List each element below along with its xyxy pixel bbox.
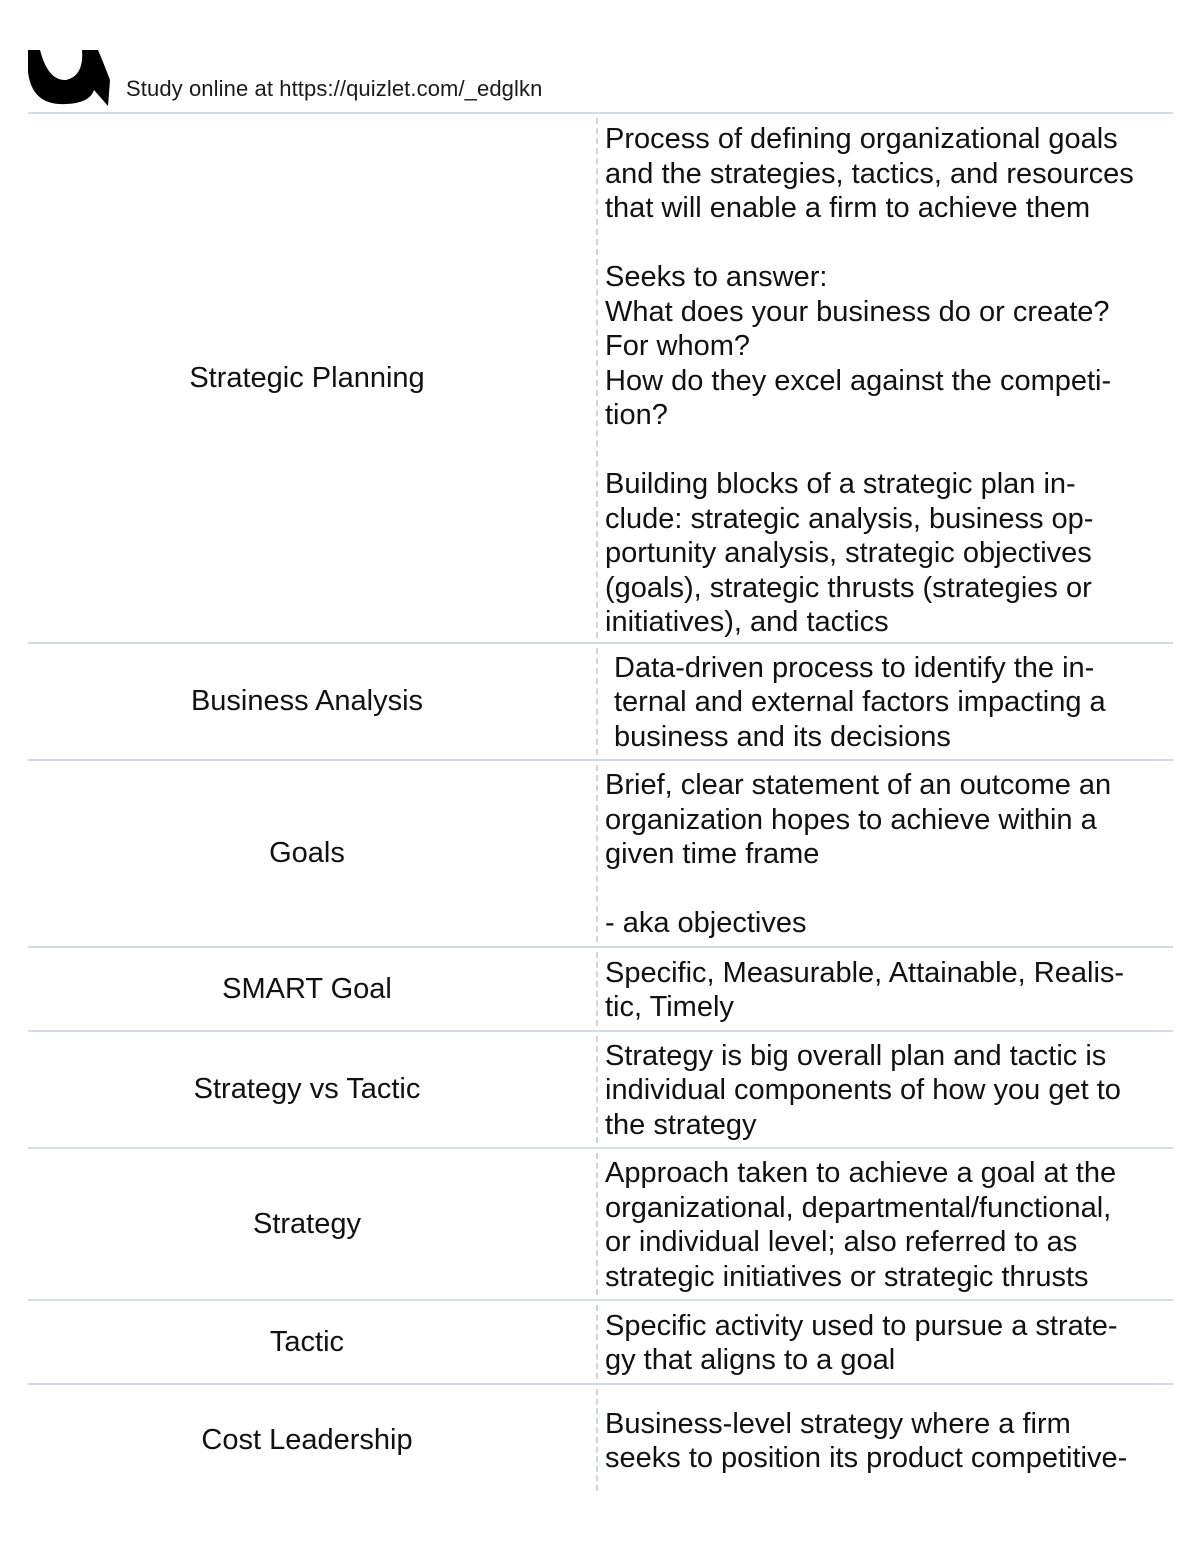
card-definition (596, 952, 1173, 1026)
card-term: Strategy (253, 1207, 361, 1240)
quizlet-logo-shape (28, 50, 110, 106)
card-definition-text: Strategy is big overall plan and tactic is individual components of how you get to the strategy (605, 1039, 1121, 1141)
card-definition (596, 1153, 1173, 1295)
card-term: Strategy vs Tactic (193, 1073, 421, 1105)
flashcard-list (28, 114, 1173, 1495)
card-term: Business Analysis (190, 685, 424, 717)
flashcard-row (28, 1032, 1173, 1149)
card-definition (596, 1305, 1173, 1379)
card-definition-text: Specific activity used to pursue a strate- gy that aligns to a goal (605, 1309, 1118, 1376)
card-definition-text: Data-driven process to identify the in- ternal and external factors impacting a business and its decisions (614, 651, 1106, 753)
card-definition (596, 118, 1173, 638)
card-term: Strategic Planning (189, 361, 425, 394)
flashcard-row (28, 1149, 1173, 1301)
flashcard-row (28, 1301, 1173, 1385)
flashcard-row (28, 948, 1173, 1032)
quizlet-logo-icon (28, 50, 110, 106)
flashcard-row (28, 761, 1173, 948)
card-definition (596, 765, 1173, 942)
flashcard-row (28, 114, 1173, 644)
card-definition-text: Brief, clear statement of an outcome an organization hopes to achieve within a given time frame - aka objectives (605, 769, 1112, 940)
study-online-link-text[interactable]: Study online at https://quizlet.com/_edglkn (126, 76, 543, 101)
flashcard-row (28, 644, 1173, 761)
card-term: Goals (269, 837, 345, 869)
card-definition-text: Specific, Measurable, Attainable, Realis- tic, Timely (605, 956, 1125, 1023)
card-definition-text: Process of defining organizational goals and the strategies, tactics, and resources that will enable a firm to achieve them Seeks to answer: What does your business do or create? For whom? How do they excel against the competi- tion? Building blocks of a strategic plan in- clude: strategic analysis, business op- portunity analysis, strategic objectives (goals), strategic thrusts (strategies or initiatives), and tactics (605, 123, 1134, 638)
flashcard-row (28, 1385, 1173, 1495)
card-term: SMART Goal (222, 972, 392, 1005)
card-definition-text: Business-level strategy where a firm seeks to position its product competitive- (605, 1407, 1128, 1474)
card-definition (596, 1389, 1173, 1491)
card-definition-text: Approach taken to achieve a goal at the organizational, departmental/functional, or individual level; also referred to as strategic initiatives or strategic thrusts (605, 1157, 1117, 1293)
card-term: Cost Leadership (201, 1423, 413, 1456)
page-header (0, 0, 1200, 112)
card-term: Tactic (269, 1325, 345, 1358)
card-definition (596, 1036, 1173, 1143)
card-definition (596, 648, 1173, 755)
